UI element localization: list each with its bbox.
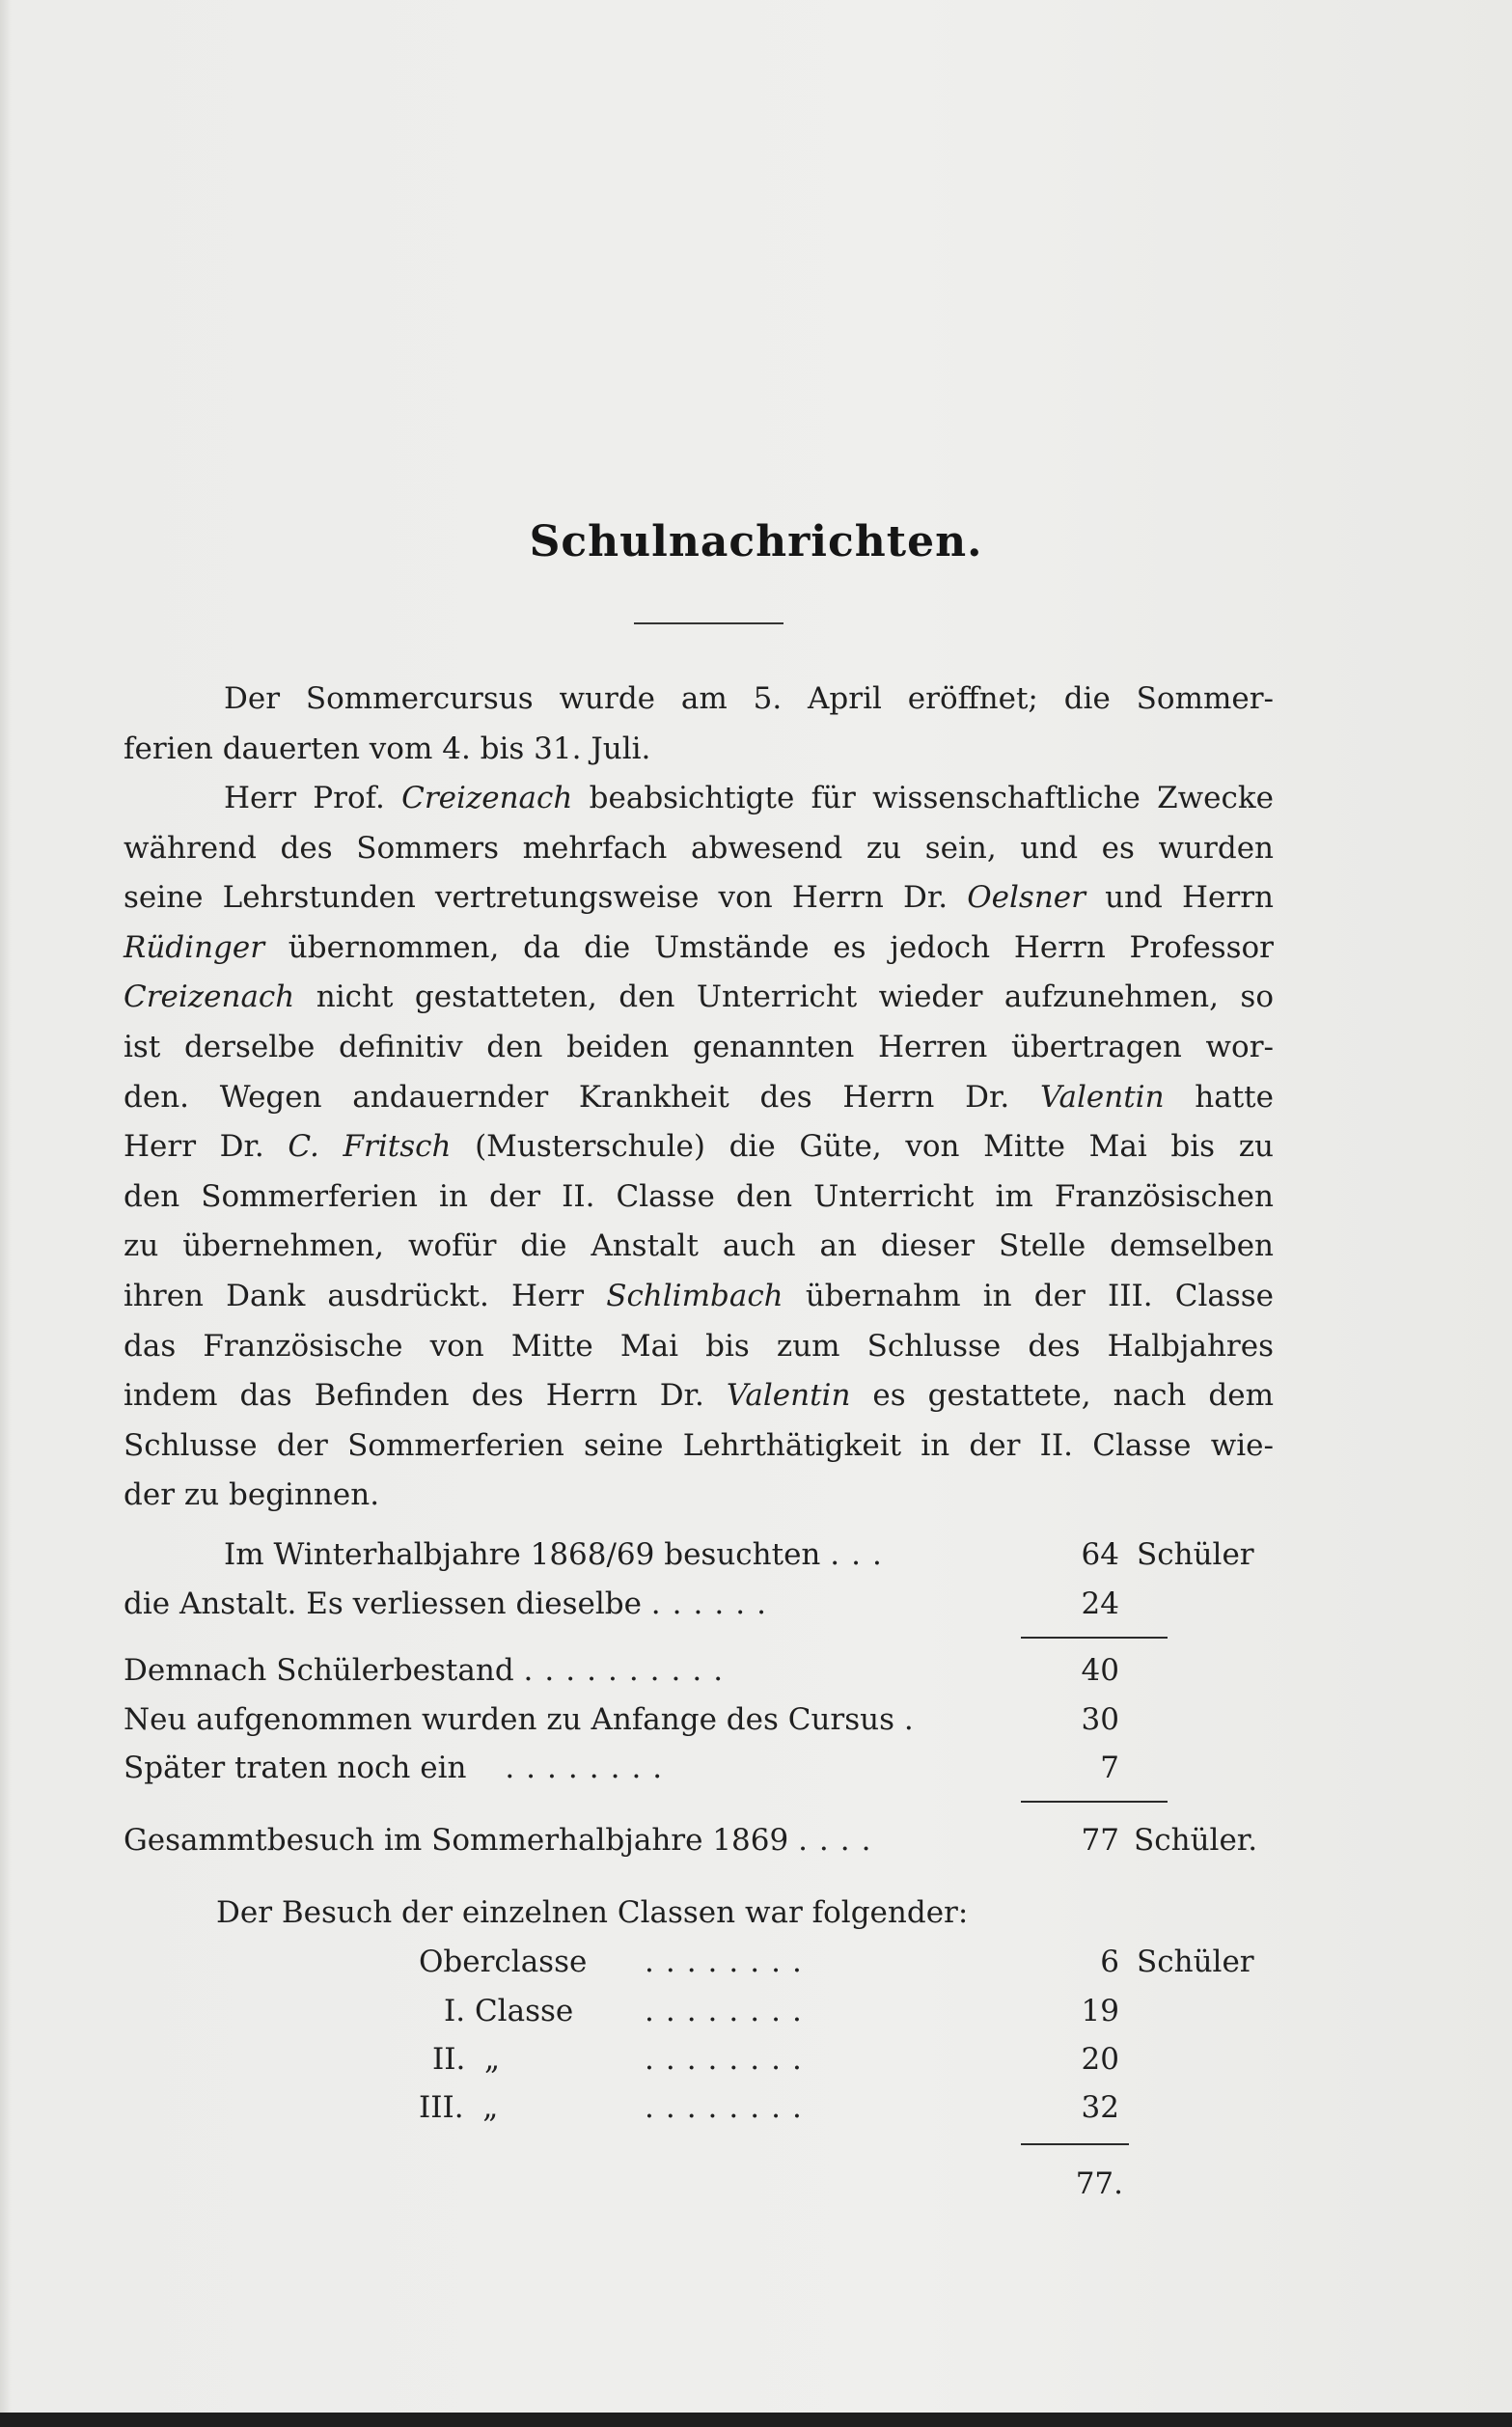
text-span: (Musterschule) die Güte, von Mitte Mai bis zu xyxy=(475,1129,1274,1165)
text-span: hatte xyxy=(1195,1079,1274,1115)
text-span: nicht gestatteten, den Unterricht wieder aufzunehmen, so xyxy=(316,979,1275,1015)
text-line xyxy=(124,924,1274,974)
text-span: es gestattete, nach dem xyxy=(872,1378,1274,1414)
stat-winter-unit: Schüler xyxy=(1137,1537,1254,1572)
leader-dots: ........ xyxy=(645,1994,813,2028)
leader-dots: ........ xyxy=(645,2042,813,2077)
stat-label: Gesammtbesuch im Sommerhalbjahre 1869 xyxy=(124,1823,789,1858)
sum-rule xyxy=(1021,2143,1129,2145)
text-span: Herr Dr. xyxy=(124,1129,264,1165)
stat-later-label xyxy=(124,1749,674,1787)
text-span: seine Lehrstunden vertretungsweise von Herrn Dr. xyxy=(124,880,948,916)
text-line xyxy=(124,1073,1274,1123)
class-row-label: I. Classe xyxy=(444,1994,574,2028)
text-line xyxy=(124,1122,1274,1172)
classes-sum: 77. xyxy=(1075,2166,1123,2201)
stat-label: Später traten noch ein xyxy=(124,1751,467,1785)
text-line: zu übernehmen, wofür die Anstalt auch an dieser Stelle demselben xyxy=(124,1228,1274,1264)
classes-intro: Der Besuch der einzelnen Classen war folgender: xyxy=(216,1895,969,1930)
title-divider xyxy=(634,622,783,624)
text-line: das Französische von Mitte Mai bis zum Schlusse des Halbjahres xyxy=(124,1328,1274,1364)
name-creizenach: Creizenach xyxy=(124,979,295,1015)
class-row-value: 32 xyxy=(1081,2090,1119,2125)
text-line xyxy=(124,873,1274,924)
stat-label: die Anstalt. Es verliessen dieselbe xyxy=(124,1586,642,1621)
stat-left-label xyxy=(124,1585,778,1623)
leader-dots: .......... xyxy=(523,1653,735,1688)
stat-stand-label xyxy=(124,1651,734,1690)
stat-winter-value: 64 xyxy=(1081,1537,1119,1572)
stat-winter-label xyxy=(224,1535,893,1574)
paragraph-teachers xyxy=(124,774,1274,1521)
text-span: und Herrn xyxy=(1105,880,1274,916)
paragraph-summer-course xyxy=(124,675,1274,774)
text-span: übernommen, da die Umstände es jedoch Herrn Professor xyxy=(288,929,1274,965)
class-row-label: II. „ xyxy=(432,2042,501,2077)
name-valentin: Valentin xyxy=(1039,1079,1165,1115)
stat-new-label xyxy=(124,1700,925,1739)
name-ruedinger: Rüdinger xyxy=(124,929,265,965)
stat-label: Im Winterhalbjahre 1868/69 besuchten xyxy=(224,1537,821,1572)
scan-edge xyxy=(0,2413,1512,2427)
text-span: beabsichtigte für wissenschaftliche Zwecke xyxy=(589,781,1274,815)
sum-rule xyxy=(1021,1801,1168,1803)
leader-dots: ........ xyxy=(645,1944,813,1979)
leader-dots: ... xyxy=(830,1537,893,1572)
class-row-unit: Schüler xyxy=(1137,1944,1254,1979)
class-row-label: III. „ xyxy=(419,2090,499,2125)
leader-dots: . xyxy=(903,1702,925,1737)
stat-label: Neu aufgenommen wurden zu Anfange des Cursus xyxy=(124,1702,895,1737)
text-line: ist derselbe definitiv den beiden genannten Herren übertragen wor- xyxy=(124,1029,1274,1064)
text-span: Herr Prof. xyxy=(224,781,385,815)
stat-later-value: 7 xyxy=(1100,1751,1119,1785)
stat-total-value: 77 xyxy=(1081,1823,1119,1858)
text-span: übernahm in der III. Classe xyxy=(805,1278,1274,1313)
text-line xyxy=(124,1272,1274,1322)
text-line: während des Sommers mehrfach abwesend zu sein, und es wurden xyxy=(124,830,1274,866)
leader-dots: ........ xyxy=(505,1751,674,1785)
stat-label: Demnach Schülerbestand xyxy=(124,1653,514,1688)
class-row-value: 20 xyxy=(1081,2042,1119,2077)
page-title: Schulnachrichten. xyxy=(529,517,983,566)
class-row-value: 19 xyxy=(1081,1994,1119,2028)
text-line: ferien dauerten vom 4. bis 31. Juli. xyxy=(124,731,651,766)
leader-dots: ........ xyxy=(645,2090,813,2125)
text-line: den Sommerferien in der II. Classe den Unterricht im Französischen xyxy=(124,1178,1274,1214)
stat-left-value: 24 xyxy=(1081,1586,1119,1621)
text-line xyxy=(124,774,1274,824)
text-span: indem das Befinden des Herrn Dr. xyxy=(124,1378,704,1414)
name-fritsch: C. Fritsch xyxy=(288,1129,452,1165)
name-creizenach: Creizenach xyxy=(401,781,573,815)
text-span: ihren Dank ausdrückt. Herr xyxy=(124,1278,585,1313)
text-span: den. Wegen andauernder Krankheit des Herrn Dr. xyxy=(124,1079,1010,1115)
stat-new-value: 30 xyxy=(1081,1702,1119,1737)
stat-total-unit: Schüler. xyxy=(1134,1823,1258,1858)
stat-total-label xyxy=(124,1821,882,1860)
class-row-label: Oberclasse xyxy=(419,1944,588,1979)
text-line: Der Sommercursus wurde am 5. April eröffnet; die Sommer- xyxy=(224,681,1274,716)
name-valentin: Valentin xyxy=(726,1378,851,1414)
text-line xyxy=(124,973,1274,1023)
text-line: Schlusse der Sommerferien seine Lehrthätigkeit in der II. Classe wie- xyxy=(124,1427,1274,1463)
leader-dots: .... xyxy=(798,1823,883,1858)
text-line: der zu beginnen. xyxy=(124,1477,380,1513)
sum-rule xyxy=(1021,1637,1168,1639)
stat-stand-value: 40 xyxy=(1081,1653,1119,1688)
name-schlimbach: Schlimbach xyxy=(606,1278,783,1313)
leader-dots: ...... xyxy=(650,1586,778,1621)
text-line xyxy=(124,1371,1274,1421)
name-oelsner: Oelsner xyxy=(967,880,1086,916)
class-row-value: 6 xyxy=(1100,1944,1119,1979)
